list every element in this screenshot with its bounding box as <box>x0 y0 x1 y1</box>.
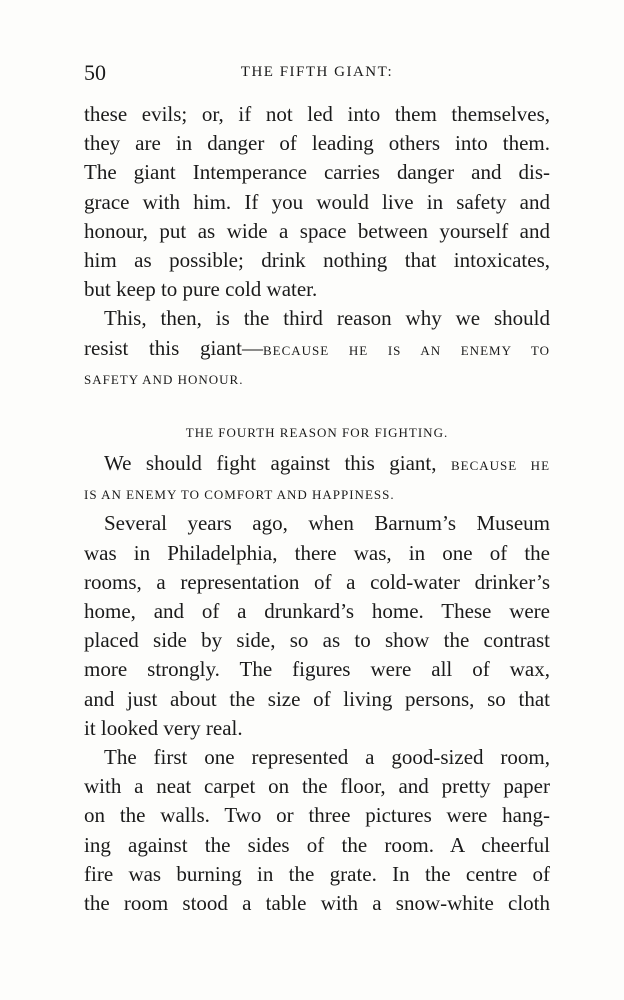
text-line: more strongly. The figures were all of wax, <box>84 657 550 682</box>
text-line: fire was burning in the grate. In the centre of <box>84 861 550 886</box>
text-line: ing against the sides of the room. A cheerful <box>84 832 550 857</box>
paragraph-4 <box>84 509 550 743</box>
text-line: these evils; or, if not led into them themselves, <box>84 102 550 126</box>
text-line: home, and of a drunkard’s home. These were <box>84 599 550 624</box>
text-line: on the walls. Two or three pictures were hang- <box>84 803 550 828</box>
text-line: but keep to pure cold water. <box>84 277 318 302</box>
text-line: This, then, is the third reason why we should <box>104 306 550 331</box>
text-line: honour, put as wide a space between yourself and <box>84 218 550 243</box>
text-line: grace with him. If you would live in safety and <box>84 189 550 214</box>
text-line: they are in danger of leading others into them. <box>84 131 550 156</box>
paragraph-2 <box>84 304 550 394</box>
text-line <box>84 449 550 480</box>
text-line: and just about the size of living persons, so that <box>84 686 550 711</box>
body-text <box>84 100 550 918</box>
text-run: We should fight against this giant, <box>104 451 437 476</box>
text-line: The first one represented a good-sized room, <box>104 745 550 770</box>
text-line <box>84 334 550 365</box>
running-title: THE FIFTH GIANT: <box>240 64 394 80</box>
text-line: rooms, a representation of a cold-water drinker’s <box>84 569 550 594</box>
section-heading: THE FOURTH REASON FOR FIGHTING. <box>185 425 449 441</box>
running-head <box>84 60 550 90</box>
text-line: with a neat carpet on the floor, and pretty paper <box>84 774 550 799</box>
paragraph-5 <box>84 743 550 918</box>
text-line: placed side by side, so as to show the contrast <box>84 628 550 653</box>
paragraph-1 <box>84 100 550 304</box>
page-number: 50 <box>84 60 106 85</box>
text-line: The giant Intemperance carries danger and dis- <box>84 160 550 185</box>
small-caps-run: BECAUSE HE IS AN ENEMY TO <box>262 342 550 358</box>
text-line: the room stood a table with a snow-white cloth <box>84 891 550 916</box>
small-caps-run: BECAUSE HE <box>450 458 551 474</box>
text-line: Several years ago, when Barnum’s Museum <box>104 511 550 536</box>
small-caps-line: SAFETY AND HONOUR. <box>84 371 244 387</box>
small-caps-line: IS AN ENEMY TO COMFORT AND HAPPINESS. <box>84 487 395 503</box>
text-line: was in Philadelphia, there was, in one of the <box>84 540 550 565</box>
text-run: resist this giant— <box>84 335 263 360</box>
paragraph-3 <box>84 449 550 509</box>
text-line: him as possible; drink nothing that intoxicates, <box>84 248 550 273</box>
text-line: it looked very real. <box>84 715 243 740</box>
